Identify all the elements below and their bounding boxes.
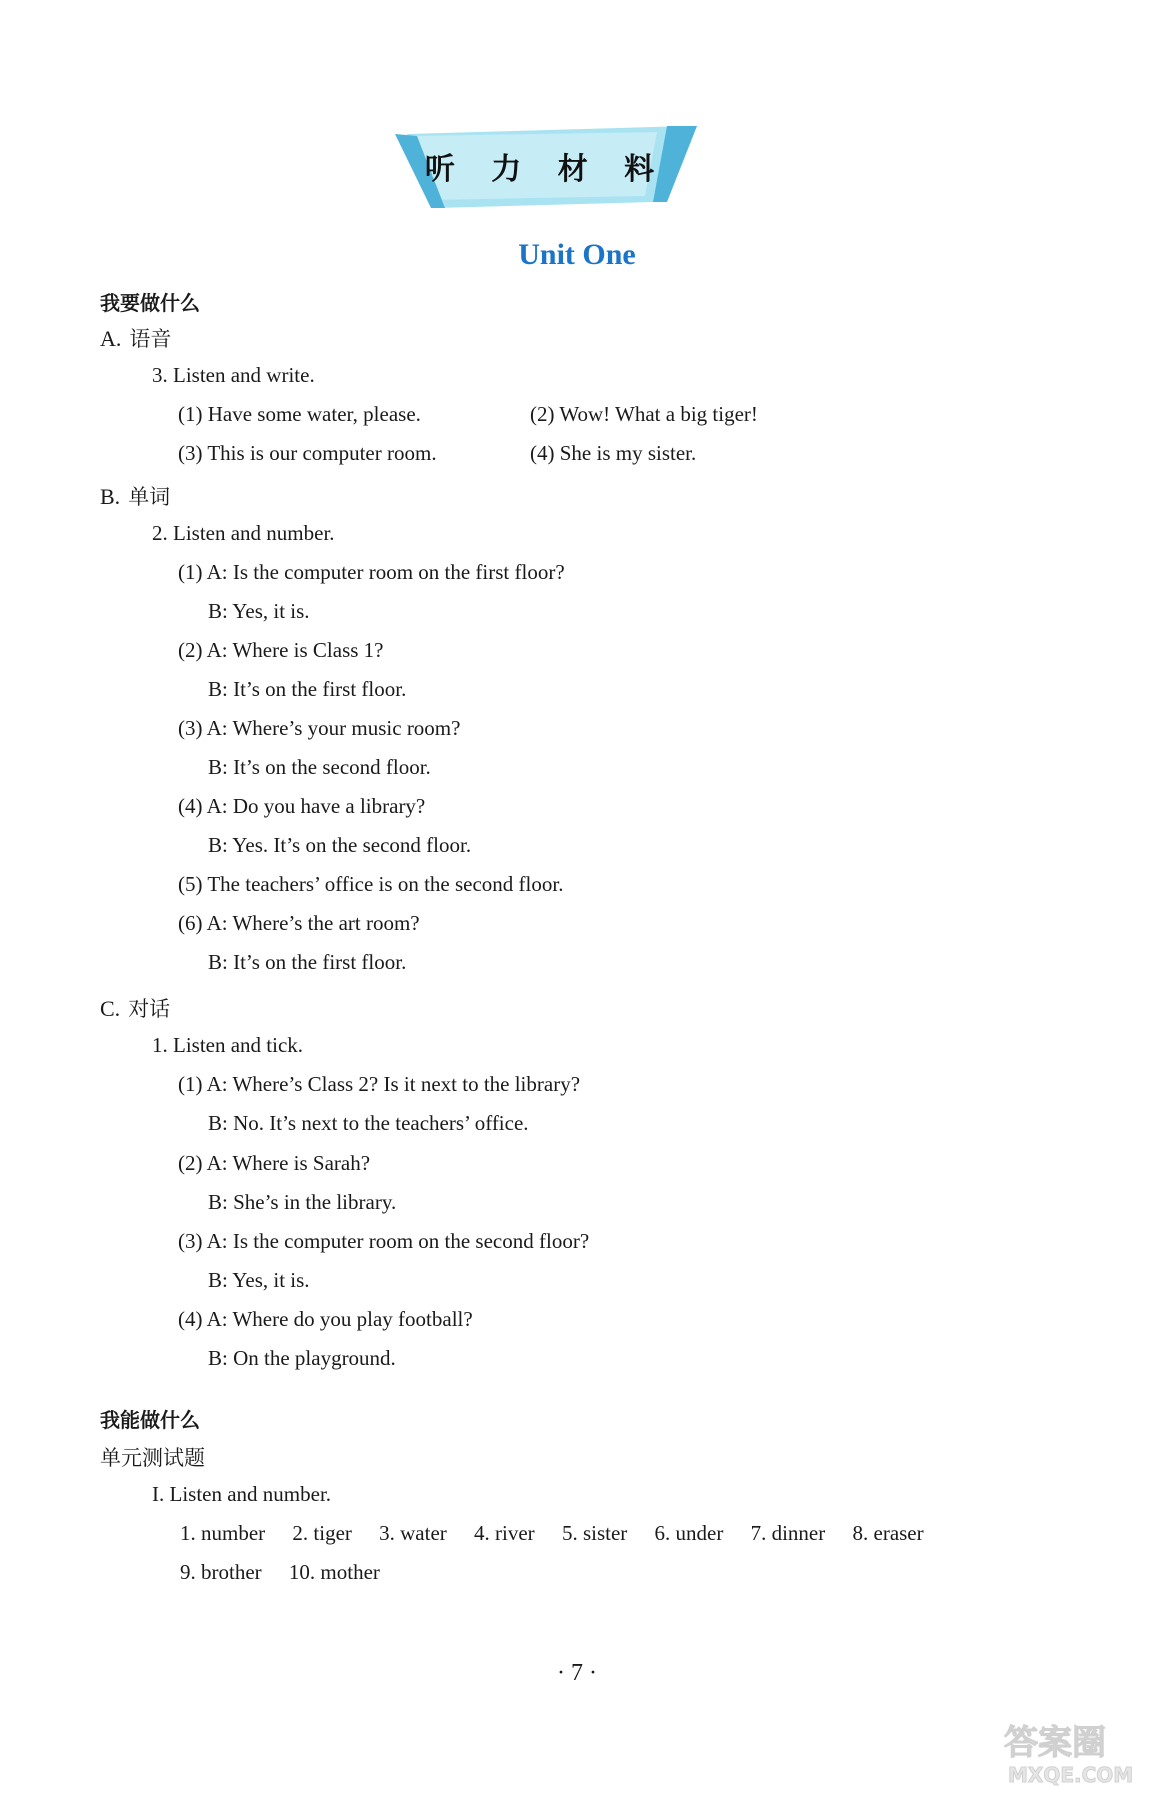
list-item: 6. under: [654, 1521, 724, 1545]
task-line: I. Listen and number.: [152, 1482, 332, 1506]
dialogue-line: B: It’s on the first floor.: [208, 950, 407, 974]
dialogue-line: (5) The teachers’ office is on the second floor.: [178, 872, 564, 896]
section-title: 语音: [129, 327, 172, 351]
list-item: 5. sister: [561, 1521, 628, 1545]
section-title: 单词: [128, 485, 171, 509]
svg-text:答案圈: 答案圈: [1004, 1723, 1106, 1763]
section-letter: B.: [100, 484, 121, 509]
list-item: 3. water: [379, 1521, 447, 1545]
dialogue-line: B: Yes, it is.: [208, 599, 310, 623]
dialogue-line: (3) A: Is the computer room on the second floor?: [178, 1229, 590, 1253]
list-item: 2. tiger: [292, 1521, 352, 1545]
dialogue-line: B: It’s on the first floor.: [208, 677, 407, 701]
list-item: (4) She is my sister.: [530, 441, 697, 465]
list-item: (3) This is our computer room.: [178, 441, 437, 465]
section-a: [100, 323, 171, 353]
list-item: 8. eraser: [852, 1521, 924, 1545]
dialogue-line: (1) A: Where’s Class 2? Is it next to the library?: [178, 1072, 581, 1096]
title-banner: [395, 126, 697, 208]
dialogue-line: B: She’s in the library.: [208, 1190, 397, 1214]
section-c: [100, 993, 170, 1023]
task-line: 2. Listen and number.: [152, 521, 335, 545]
section-b: [100, 481, 170, 511]
dialogue-line: (4) A: Do you have a library?: [178, 794, 426, 818]
dialogue-line: B: No. It’s next to the teachers’ office.: [208, 1111, 529, 1135]
list-item: 9. brother: [180, 1560, 262, 1584]
task-line: 1. Listen and tick.: [152, 1033, 304, 1057]
banner-title: 听 力 材 料: [424, 152, 668, 187]
dialogue-line: (6) A: Where’s the art room?: [178, 911, 420, 935]
dialogue-line: (1) A: Is the computer room on the first floor?: [178, 560, 565, 584]
watermark-icon: [1000, 1714, 1150, 1788]
section-letter: C.: [100, 996, 121, 1021]
svg-text:MXQE.COM: MXQE.COM: [1008, 1763, 1134, 1787]
dialogue-line: B: It’s on the second floor.: [208, 755, 431, 779]
list-item: 10. mother: [288, 1560, 380, 1584]
unit-test-heading: 单元测试题: [100, 1446, 205, 1470]
dialogue-line: B: Yes, it is.: [208, 1268, 310, 1292]
page-number: · 7 ·: [557, 1660, 597, 1686]
dialogue-line: (4) A: Where do you play football?: [178, 1307, 473, 1331]
part2-heading: 我能做什么: [100, 1408, 200, 1432]
list-item: 1. number: [180, 1521, 266, 1545]
section-title: 对话: [128, 997, 171, 1021]
dialogue-line: (3) A: Where’s your music room?: [178, 716, 461, 740]
dialogue-line: B: On the playground.: [208, 1346, 396, 1370]
word-list-row-1: [180, 1521, 946, 1546]
dialogue-line: B: Yes. It’s on the second floor.: [208, 833, 472, 857]
task-line: 3. Listen and write.: [152, 363, 315, 387]
part1-heading: 我要做什么: [100, 291, 200, 315]
list-item: (1) Have some water, please.: [178, 402, 421, 426]
list-item: (2) Wow! What a big tiger!: [530, 402, 758, 426]
unit-title: Unit One: [518, 238, 636, 271]
list-item: 7. dinner: [750, 1521, 826, 1545]
word-list-row-2: [180, 1560, 402, 1585]
dialogue-line: (2) A: Where is Class 1?: [178, 638, 384, 662]
section-letter: A.: [100, 326, 122, 351]
watermark-logo: [1000, 1714, 1150, 1788]
dialogue-line: (2) A: Where is Sarah?: [178, 1151, 371, 1175]
list-item: 4. river: [474, 1521, 535, 1545]
